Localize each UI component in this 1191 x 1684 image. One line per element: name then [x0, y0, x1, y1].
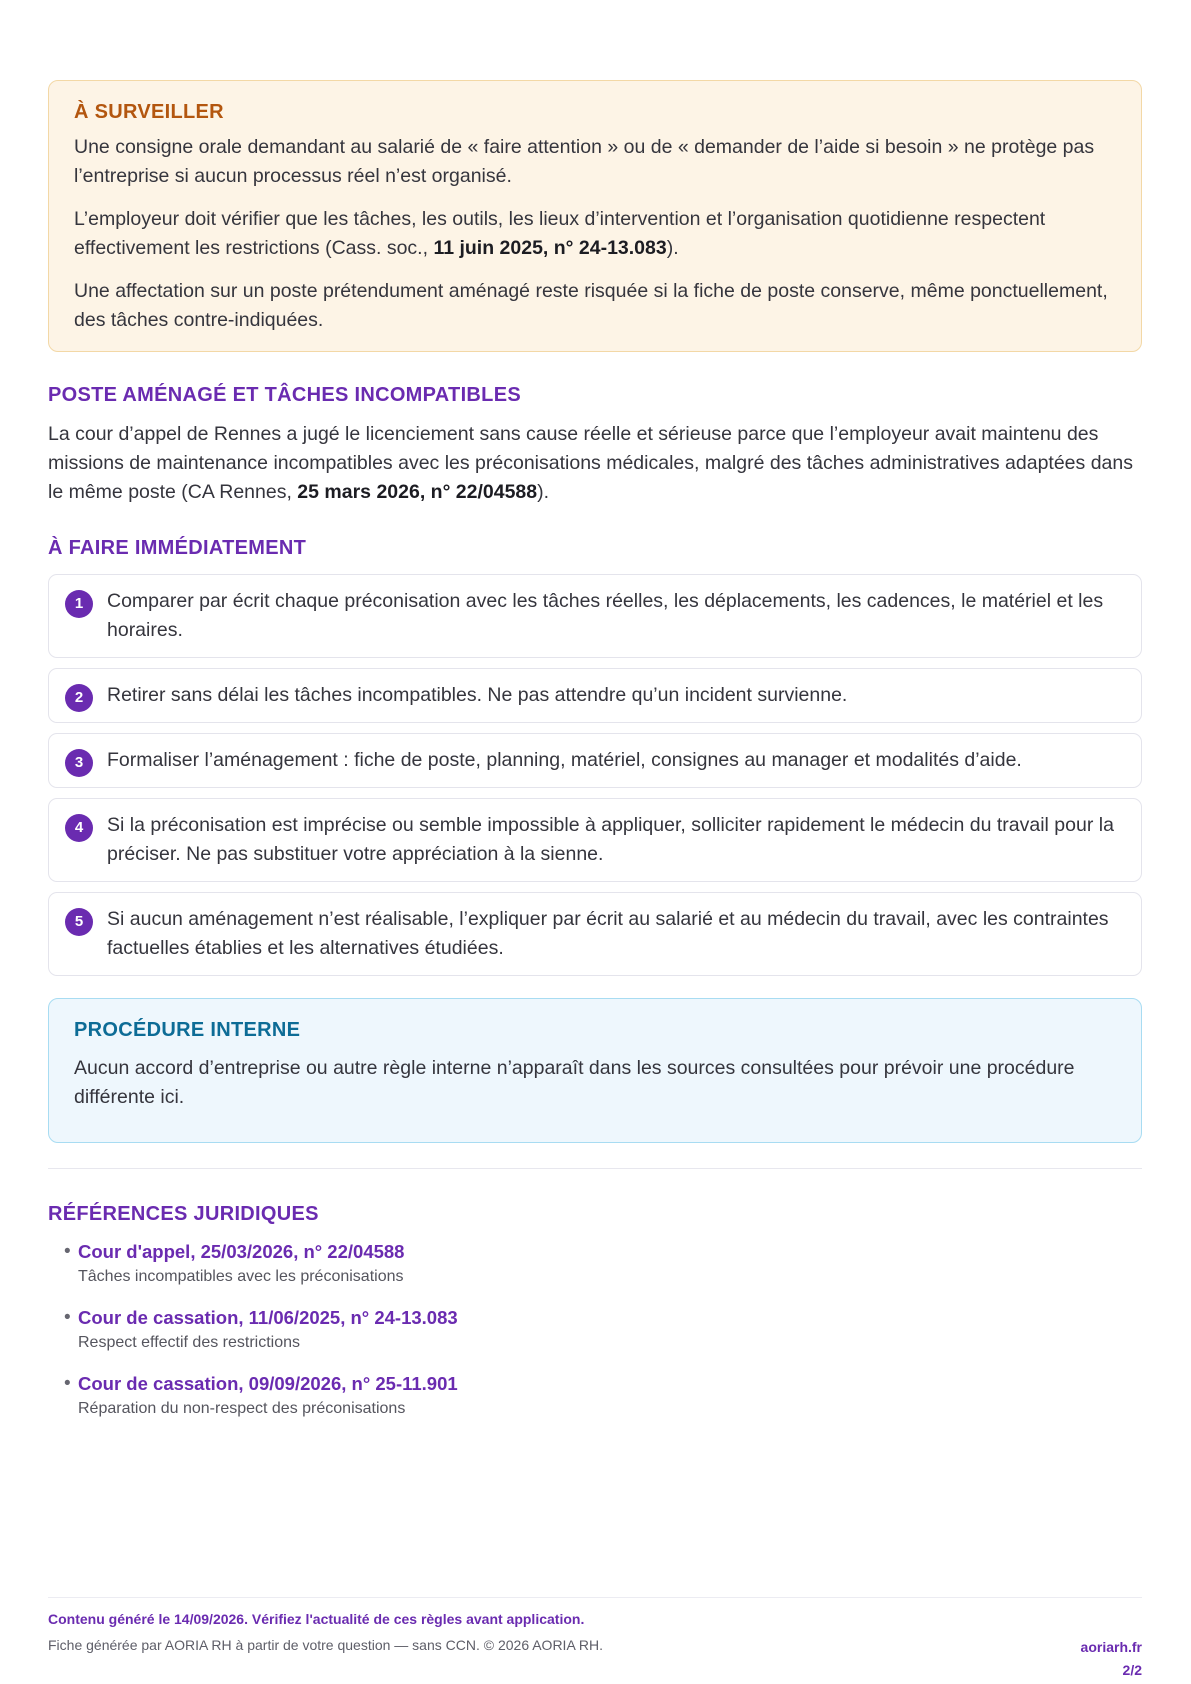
reference-title: Cour de cassation, 11/06/2025, n° 24-13.083	[78, 1307, 458, 1328]
footer-divider	[48, 1597, 1142, 1598]
step-text: Si aucun aménagement n’est réalisable, l’expliquer par écrit au salarié et au médecin du travail, avec les contraintes factuelles établies et les alternatives étudiées.	[107, 908, 1109, 959]
references-section-title: RÉFÉRENCES JURIDIQUES	[48, 1203, 319, 1225]
warning-paragraph-3: Une affectation sur un poste prétendument aménagé reste risquée si la fiche de poste conserve, même ponctuellement, des tâches contre-indiquées.	[74, 280, 1108, 331]
reference-item	[48, 1371, 1142, 1421]
page-content	[48, 80, 1142, 1437]
step-text: Si la préconisation est imprécise ou semble impossible à appliquer, solliciter rapidement le médecin du travail pour la préciser. Ne pas substituer votre appréciation à la sienne.	[107, 814, 1114, 865]
action-step	[48, 892, 1142, 976]
footer-row	[48, 1636, 1142, 1682]
reference-title: Cour de cassation, 09/09/2026, n° 25-11.901	[78, 1373, 458, 1394]
poste-paragraph-end: ).	[537, 481, 550, 503]
reference-subtitle: Tâches incompatibles avec les préconisations	[78, 1268, 404, 1285]
bullet-icon: •	[64, 1373, 71, 1394]
page-number: 2/2	[1122, 1662, 1142, 1678]
actions-section-title: À FAIRE IMMÉDIATEMENT	[48, 537, 307, 559]
poste-paragraph	[48, 420, 1142, 507]
footer-disclaimer: Contenu généré le 14/09/2026. Vérifiez l'actualité de ces règles avant application.	[48, 1611, 585, 1627]
action-step	[48, 668, 1142, 723]
action-steps-list	[48, 574, 1142, 976]
warning-paragraph-1: Une consigne orale demandant au salarié de « faire attention » ou de « demander de l’aide si besoin » ne protège pas l’entreprise si aucun processus réel n’est organisé.	[74, 136, 1095, 187]
references-list	[48, 1239, 1142, 1421]
footer-right	[1081, 1636, 1142, 1682]
page-footer	[48, 1597, 1142, 1682]
reference-subtitle: Réparation du non-respect des préconisations	[78, 1400, 406, 1417]
warning-title: À SURVEILLER	[74, 101, 224, 123]
step-number-badge: 1	[65, 590, 93, 618]
warning-paragraph-2-text: L’employeur doit vérifier que les tâches, les outils, les lieux d’intervention et l’organisation quotidienne respectent effectivement les restrictions (Cass. soc.,	[74, 208, 1046, 259]
poste-section-title: POSTE AMÉNAGÉ ET TÂCHES INCOMPATIBLES	[48, 384, 521, 406]
action-step	[48, 798, 1142, 882]
procedure-title: PROCÉDURE INTERNE	[74, 1019, 301, 1041]
reference-title: Cour d'appel, 25/03/2026, n° 22/04588	[78, 1241, 405, 1262]
footer-site-link[interactable]: aoriarh.fr	[1080, 1639, 1142, 1655]
warning-paragraph-2	[74, 205, 1116, 263]
warning-paragraph-2-end: ).	[666, 237, 679, 259]
reference-item	[48, 1239, 1142, 1289]
step-text: Retirer sans délai les tâches incompatibles. Ne pas attendre qu’un incident survienne.	[107, 684, 848, 706]
step-number-badge: 2	[65, 684, 93, 712]
bullet-icon: •	[64, 1307, 71, 1328]
step-text: Comparer par écrit chaque préconisation avec les tâches réelles, les déplacements, les cadences, le matériel et les horaires.	[107, 590, 1104, 641]
reference-subtitle: Respect effectif des restrictions	[78, 1334, 301, 1351]
step-text: Formaliser l’aménagement : fiche de poste, planning, matériel, consignes au manager et modalités d’aide.	[107, 749, 1022, 771]
warning-citation: 11 juin 2025, n° 24-13.083	[433, 237, 667, 259]
procedure-text: Aucun accord d’entreprise ou autre règle interne n’apparaît dans les sources consultées pour prévoir une procédure différente ici.	[74, 1057, 1075, 1108]
step-number-badge: 3	[65, 749, 93, 777]
step-number-badge: 4	[65, 814, 93, 842]
footer-generated-by: Fiche générée par AORIA RH à partir de votre question — sans CCN. © 2026 AORIA RH.	[48, 1637, 604, 1653]
action-step	[48, 574, 1142, 658]
poste-citation: 25 mars 2026, n° 22/04588	[297, 481, 538, 503]
bullet-icon: •	[64, 1241, 71, 1262]
warning-callout	[48, 80, 1142, 352]
action-step	[48, 733, 1142, 788]
procedure-callout	[48, 998, 1142, 1143]
reference-item	[48, 1305, 1142, 1355]
step-number-badge: 5	[65, 908, 93, 936]
poste-paragraph-text: La cour d’appel de Rennes a jugé le licenciement sans cause réelle et sérieuse parce que l’employeur avait maintenu des missions de maintenance incompatibles avec les préconisations médicales, malgré des tâches administratives adaptées dans le même poste (CA Rennes,	[48, 423, 1133, 503]
